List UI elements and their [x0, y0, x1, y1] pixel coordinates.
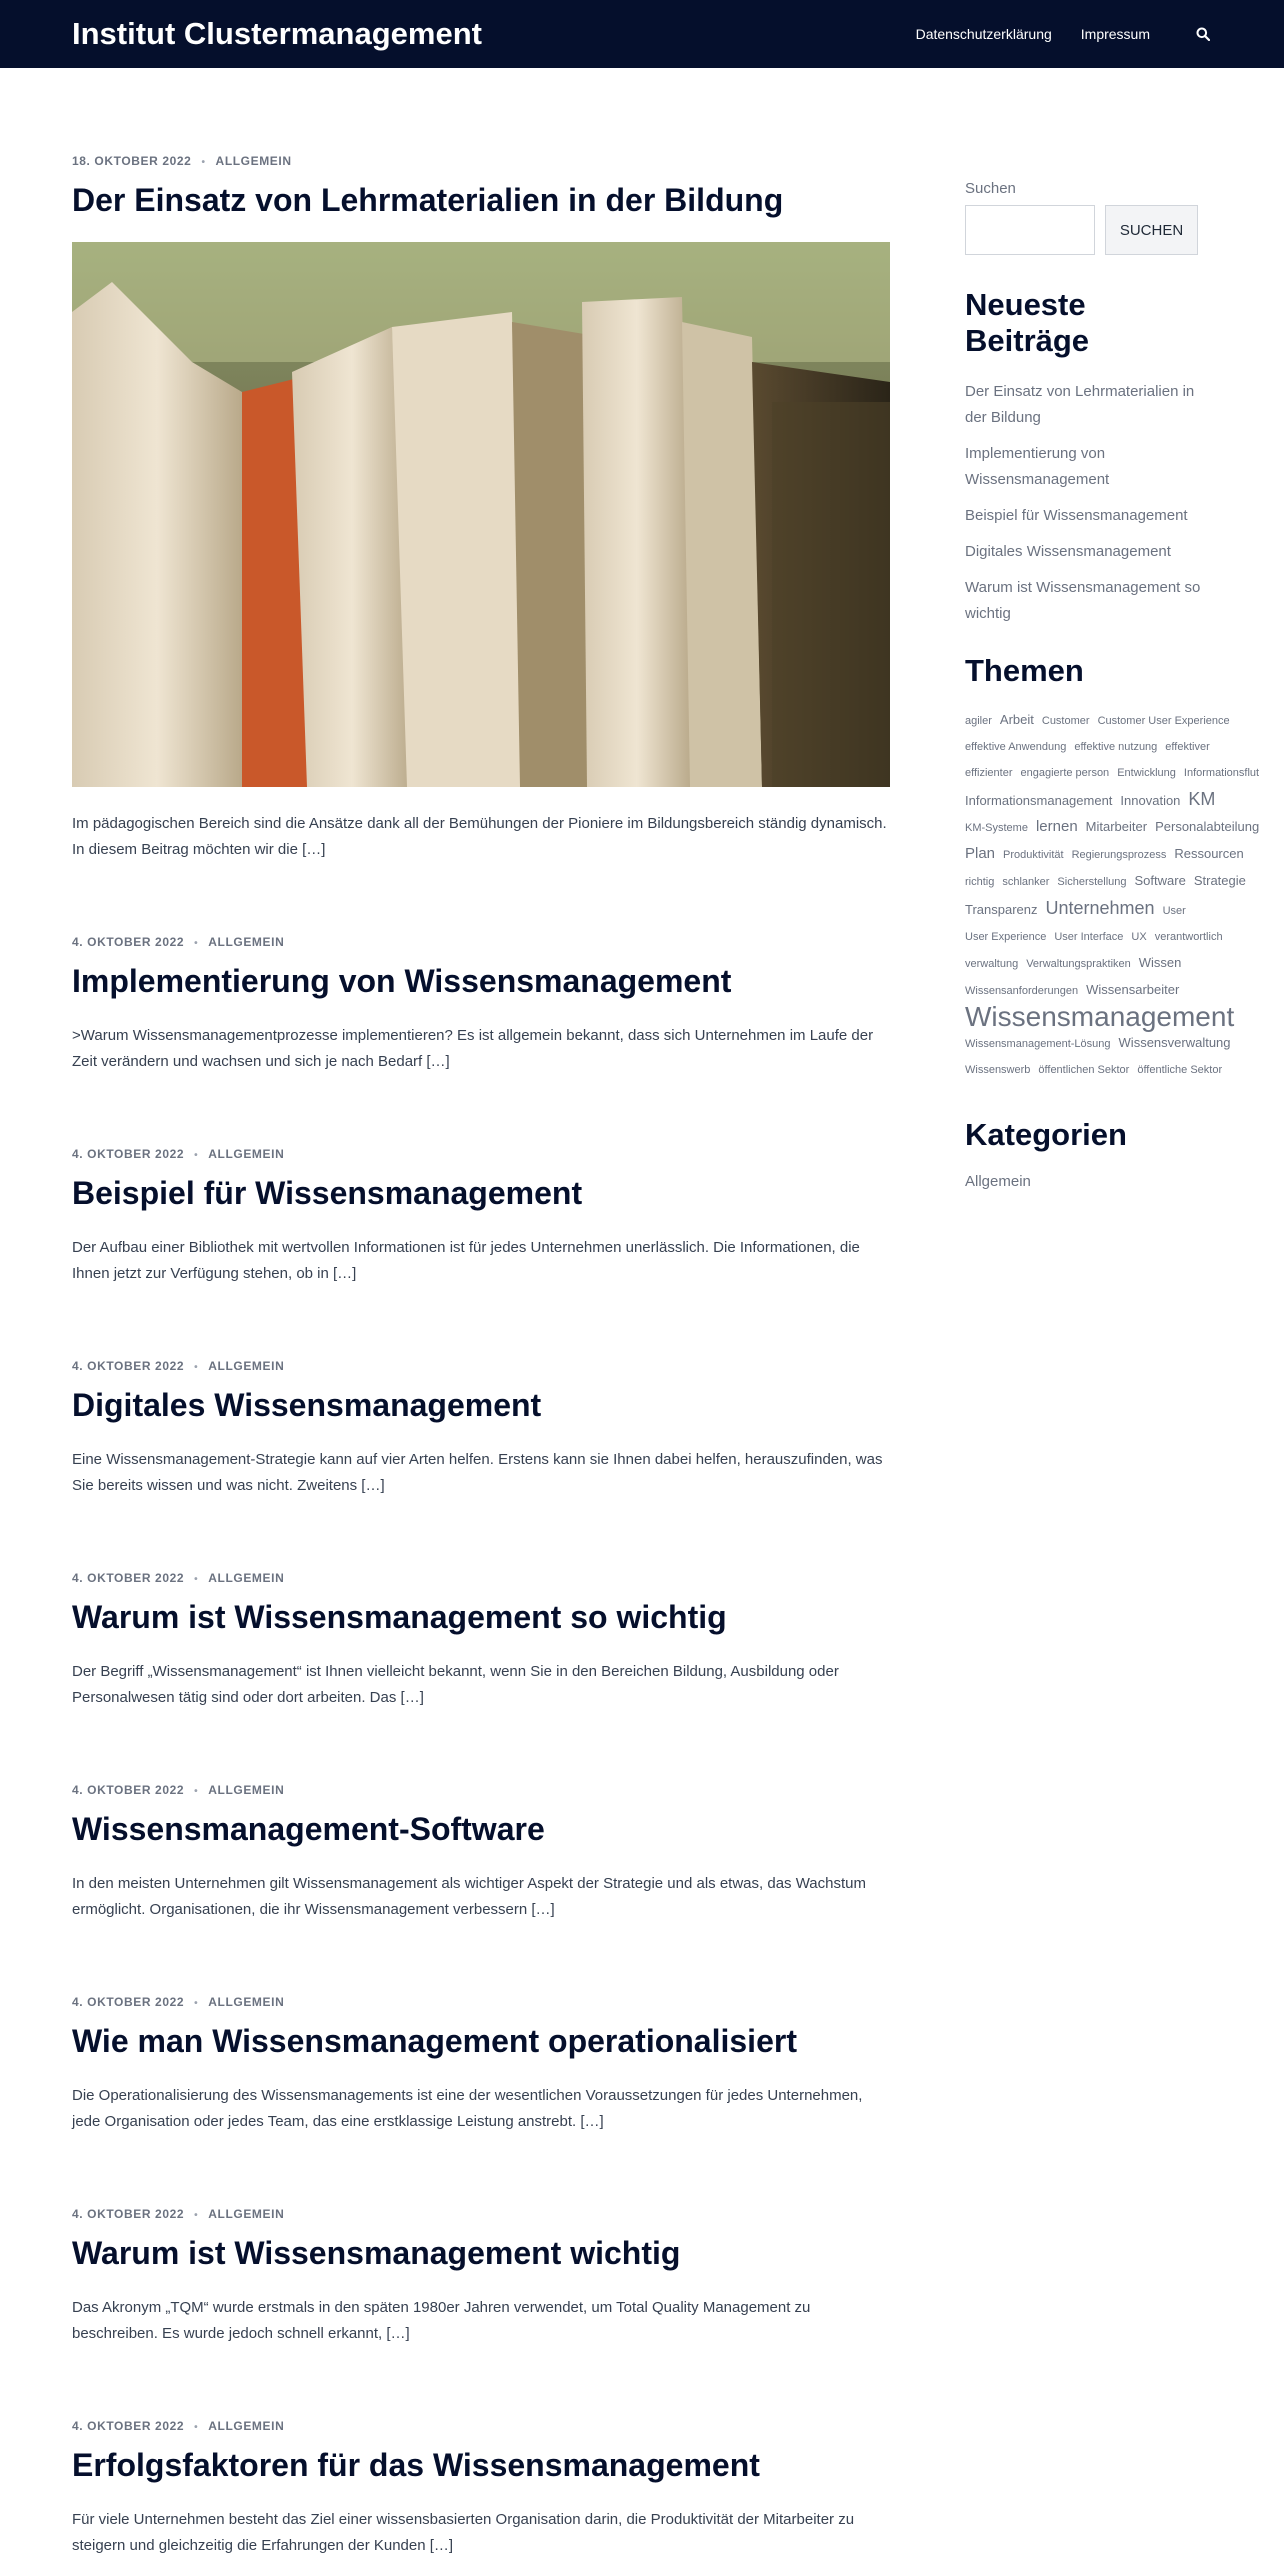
post-meta	[72, 1769, 890, 1809]
post-item	[72, 1133, 890, 1287]
tag-link[interactable]: User	[1162, 905, 1186, 917]
search-button[interactable]: SUCHEN	[1105, 205, 1198, 255]
post-excerpt: Der Begriff „Wissensmanagement“ ist Ihnen vielleicht bekannt, wenn Sie in den Bereichen Bildung, Ausbildung oder Personalwesen tätig sind oder dort arbeiten. Das […]	[72, 1663, 839, 1706]
post-date[interactable]: 4. OKTOBER 2022	[72, 1571, 185, 1585]
tag-link[interactable]: effektive Anwendung	[965, 741, 1067, 753]
meta-separator: •	[194, 2210, 199, 2221]
post-title[interactable]: Digitales Wissensmanagement	[72, 1387, 542, 1423]
tag-link[interactable]: Arbeit	[999, 712, 1034, 727]
post-excerpt: In den meisten Unternehmen gilt Wissensmanagement als wichtiger Aspekt der Strategie und als etwas, das Wachstum ermöglicht. Organisationen, die ihr Wissensmanagement verbessern […]	[72, 1875, 866, 1918]
tag-link[interactable]: Wissensmanagement	[965, 1001, 1235, 1032]
post-date[interactable]: 4. OKTOBER 2022	[72, 1147, 185, 1161]
tag-link[interactable]: Wissenswerb	[965, 1064, 1031, 1076]
post-meta	[72, 140, 890, 180]
recent-post-link[interactable]: Warum ist Wissensmanagement so wichtig	[965, 579, 1201, 622]
post-category[interactable]: ALLGEMEIN	[208, 2419, 285, 2433]
tag-link[interactable]: Wissensanforderungen	[965, 985, 1079, 997]
tag-link[interactable]: Strategie	[1193, 873, 1246, 888]
post-item	[72, 140, 890, 863]
post-category[interactable]: ALLGEMEIN	[208, 1359, 285, 1373]
recent-post-link[interactable]: Digitales Wissensmanagement	[965, 543, 1171, 560]
tag-link[interactable]: verwaltung	[965, 958, 1019, 970]
tag-link[interactable]: Mitarbeiter	[1085, 819, 1148, 834]
search-input[interactable]	[965, 205, 1095, 255]
tag-link[interactable]: richtig	[965, 876, 995, 888]
post-list	[72, 140, 890, 2559]
tag-link[interactable]: Wissensmanagement-Lösung	[965, 1038, 1111, 1050]
post-item	[72, 1769, 890, 1923]
post-date[interactable]: 4. OKTOBER 2022	[72, 2419, 185, 2433]
tag-link[interactable]: Informationsmanagement	[965, 793, 1113, 808]
tag-link[interactable]: Sicherstellung	[1057, 876, 1127, 888]
tag-link[interactable]: lernen	[1035, 818, 1078, 835]
nav-datenschutz[interactable]: Datenschutzerklärung	[915, 26, 1052, 42]
tags-title: Themen	[965, 653, 1084, 688]
post-category[interactable]: ALLGEMEIN	[208, 1995, 285, 2009]
tag-link[interactable]: agiler	[965, 715, 992, 727]
tag-link[interactable]: öffentliche Sektor	[1137, 1064, 1223, 1076]
post-spacer	[72, 1499, 890, 1557]
post-meta	[72, 1557, 890, 1597]
tag-link[interactable]: effektiver	[1165, 741, 1210, 753]
tag-link[interactable]: Customer	[1041, 715, 1090, 727]
tag-link[interactable]: Wissen	[1138, 955, 1182, 970]
meta-separator: •	[194, 1150, 199, 1161]
post-item	[72, 2405, 890, 2559]
post-excerpt: Der Aufbau einer Bibliothek mit wertvollen Informationen ist für jedes Unternehmen unerlässlich. Die Informationen, die Ihnen jetzt zur Verfügung stehen, ob in […]	[72, 1239, 860, 1282]
post-spacer	[72, 2135, 890, 2193]
post-category[interactable]: ALLGEMEIN	[215, 154, 292, 168]
post-excerpt: Die Operationalisierung des Wissensmanagements ist eine der wesentlichen Voraussetzungen für jedes Unternehmen, jede Organisation oder jedes Team, das eine erstklassige Leistung anstrebt. […]	[72, 2087, 863, 2130]
meta-separator: •	[194, 1998, 199, 2009]
post-title[interactable]: Warum ist Wissensmanagement so wichtig	[72, 1599, 727, 1635]
post-category[interactable]: ALLGEMEIN	[208, 2207, 285, 2221]
post-excerpt: Eine Wissensmanagement-Strategie kann auf vier Arten helfen. Erstens kann sie Ihnen dabei helfen, herauszufinden, was Sie bereits wissen und was nicht. Zweitens […]	[72, 1451, 883, 1494]
post-item	[72, 2193, 890, 2347]
post-title[interactable]: Implementierung von Wissensmanagement	[72, 963, 732, 999]
post-date[interactable]: 18. OKTOBER 2022	[72, 154, 192, 168]
post-excerpt: Das Akronym „TQM“ wurde erstmals in den späten 1980er Jahren verwendet, um Total Quality Management zu beschreiben. Es wurde jedoch schnell erkannt, […]	[72, 2299, 811, 2342]
tag-link[interactable]: engagierte person	[1020, 767, 1110, 779]
tag-link[interactable]: Transparenz	[965, 902, 1038, 917]
meta-separator: •	[194, 938, 199, 949]
post-item	[72, 1557, 890, 1711]
tag-link[interactable]: Wissensarbeiter	[1086, 982, 1180, 997]
recent-post-link[interactable]: Der Einsatz von Lehrmaterialien in der Bildung	[965, 383, 1195, 426]
recent-posts-title: Neueste Beiträge	[965, 287, 1090, 358]
tag-link[interactable]: verantwortlich	[1154, 931, 1223, 943]
post-category[interactable]: ALLGEMEIN	[208, 1571, 285, 1585]
site-title[interactable]: Institut Clustermanagement	[72, 16, 482, 51]
search-form	[965, 205, 1215, 255]
tag-link[interactable]: Wissensverwaltung	[1118, 1035, 1231, 1050]
post-title[interactable]: Erfolgsfaktoren für das Wissensmanagement	[72, 2447, 760, 2483]
tag-link[interactable]: effektive nutzung	[1074, 741, 1158, 753]
post-title[interactable]: Der Einsatz von Lehrmaterialien in der Bildung	[72, 182, 784, 218]
tag-link[interactable]: UX	[1131, 931, 1147, 943]
post-date[interactable]: 4. OKTOBER 2022	[72, 1995, 185, 2009]
tag-link[interactable]: User Interface	[1054, 931, 1124, 943]
post-spacer	[72, 1075, 890, 1133]
meta-separator: •	[194, 1574, 199, 1585]
post-excerpt: Für viele Unternehmen besteht das Ziel einer wissensbasierten Organisation darin, die Produktivität der Mitarbeiter zu steigern und gleichzeitig die Erfahrungen der Kunden […]	[72, 2511, 855, 2554]
post-category[interactable]: ALLGEMEIN	[208, 1783, 285, 1797]
tag-link[interactable]: Verwaltungspraktiken	[1026, 958, 1131, 970]
tag-link[interactable]: effizienter	[965, 767, 1013, 779]
sidebar	[965, 180, 1260, 1191]
tag-link[interactable]: User Experience	[965, 931, 1047, 943]
post-title[interactable]: Wie man Wissensmanagement operationalisiert	[72, 2023, 797, 2059]
post-excerpt: Im pädagogischen Bereich sind die Ansätze dank all der Bemühungen der Pioniere im Bildungsbereich ständig dynamisch. In diesem Beitrag möchten wir die […]	[72, 815, 887, 858]
meta-separator: •	[194, 1786, 199, 1797]
site-header	[0, 0, 1284, 68]
meta-separator: •	[201, 157, 206, 168]
post-meta	[72, 1981, 890, 2021]
tag-link[interactable]: Ressourcen	[1174, 846, 1244, 861]
main-nav	[887, 0, 1212, 68]
post-date[interactable]: 4. OKTOBER 2022	[72, 1359, 185, 1373]
tag-link[interactable]: öffentlichen Sektor	[1038, 1064, 1130, 1076]
tag-link[interactable]: Informationsflut	[1183, 767, 1260, 779]
recent-post-link[interactable]: Beispiel für Wissensmanagement	[965, 507, 1188, 524]
tag-link[interactable]: Regierungsprozess	[1071, 849, 1167, 861]
tag-link[interactable]: Produktivität	[1003, 849, 1064, 861]
post-category[interactable]: ALLGEMEIN	[208, 935, 285, 949]
post-meta	[72, 1345, 890, 1385]
post-item	[72, 1981, 890, 2135]
tag-link[interactable]: Entwicklung	[1117, 767, 1176, 779]
post-item	[72, 921, 890, 1075]
categories-title: Kategorien	[965, 1117, 1127, 1152]
recent-posts-list	[965, 379, 1215, 627]
recent-post-link[interactable]: Implementierung von Wissensmanagement	[965, 445, 1110, 488]
post-date[interactable]: 4. OKTOBER 2022	[72, 1783, 185, 1797]
meta-separator: •	[194, 1362, 199, 1373]
tag-link[interactable]: KM-Systeme	[965, 822, 1028, 834]
tag-link[interactable]: KM	[1188, 789, 1216, 809]
tag-link[interactable]: Unternehmen	[1045, 898, 1155, 918]
post-excerpt: >Warum Wissensmanagementprozesse implementieren? Es ist allgemein bekannt, dass sich Unternehmen im Laufe der Zeit verändern und wachsen und sich je nach Bedarf […]	[72, 1027, 874, 1070]
search-icon[interactable]	[1194, 25, 1212, 43]
post-category[interactable]: ALLGEMEIN	[208, 1147, 285, 1161]
tag-link[interactable]: Software	[1134, 873, 1186, 888]
post-spacer	[72, 1711, 890, 1769]
tag-link[interactable]: Innovation	[1120, 793, 1181, 808]
post-meta	[72, 2405, 890, 2445]
post-meta	[72, 1133, 890, 1173]
post-date[interactable]: 4. OKTOBER 2022	[72, 935, 185, 949]
post-meta	[72, 2193, 890, 2233]
post-spacer	[72, 863, 890, 921]
post-meta	[72, 921, 890, 961]
post-title[interactable]: Beispiel für Wissensmanagement	[72, 1175, 583, 1211]
post-spacer	[72, 1287, 890, 1345]
post-date[interactable]: 4. OKTOBER 2022	[72, 2207, 185, 2221]
post-title[interactable]: Warum ist Wissensmanagement wichtig	[72, 2235, 681, 2271]
tag-link[interactable]: Customer User Experience	[1097, 715, 1230, 727]
post-item	[72, 1345, 890, 1499]
post-title[interactable]: Wissensmanagement-Software	[72, 1811, 545, 1847]
categories-list	[965, 1173, 1215, 1191]
tag-cloud	[965, 709, 1265, 1081]
meta-separator: •	[194, 2422, 199, 2433]
category-link[interactable]: Allgemein	[965, 1173, 1031, 1190]
tag-link[interactable]: Plan	[965, 845, 996, 862]
nav-impressum[interactable]: Impressum	[1080, 26, 1150, 42]
tag-link[interactable]: Personalabteilung	[1155, 819, 1260, 834]
search-label: Suchen	[965, 180, 1016, 197]
post-thumbnail[interactable]	[72, 242, 890, 787]
post-spacer	[72, 2347, 890, 2405]
post-spacer	[72, 1923, 890, 1981]
tag-link[interactable]: schlanker	[1002, 876, 1050, 888]
